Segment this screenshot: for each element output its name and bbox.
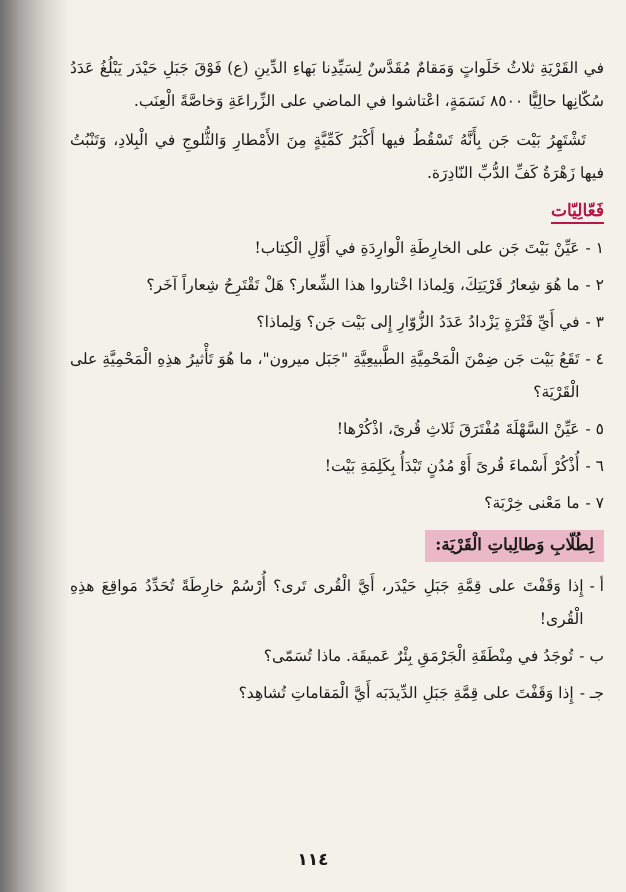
book-spine-shadow [0,0,70,892]
item-text: ما هُوَ شِعارُ قَرْيَتِكَ، وَلِماذا اخْتاروا هذا الشِّعار؟ هَلْ تَقْتَرِحُ شِعاراً آخَر؟ [146,276,580,294]
list-item [70,413,604,446]
item-number: ٦ - [585,457,604,475]
item-letter: أ - [589,577,604,595]
list-item [70,640,604,673]
description-paragraph: تَشْتَهِرُ بَيْت جَن بِأَنَّهُ تَسْقُطُ فيها أَكْبَرُ كَمِّيَّةٍ مِنَ الأَمْطارِ وَالثُّلوجِ في الْبِلادِ، وَتَنْبُتُ فيها زَهْرَةُ كَفِّ الدُّبِّ النّادِرَة. [70,131,604,182]
page-content [70,52,604,862]
item-number: ٢ - [585,276,604,294]
item-text: إِذا وَقَفْتَ على قِمَّةِ جَبَلِ الدِّيدَبَه أَيَّ الْمَقاماتِ تُشاهِد؟ [238,684,574,702]
students-heading: لِطُلّابِ وَطالِباتِ الْقَرْيَة: [425,530,604,562]
item-text: ما مَعْنى خِرْبَة؟ [484,494,580,512]
item-letter: ب - [579,647,604,665]
students-list [70,570,604,710]
item-text: تُوجَدُ في مِنْطَقَةِ الْجَرْمَقِ بِئْرٌ عَميقَة. ماذا تُسَمّى؟ [263,647,574,665]
item-number: ٣ - [585,313,604,331]
item-text: تَقَعُ بَيْت جَن ضِمْنَ الْمَحْمِيَّةِ الطَّبيعِيَّةِ "جَبَل ميرون"، ما هُوَ تَأْثيرُ هذِهِ الْمَحْمِيَّةِ على الْقَرْيَة؟ [70,350,580,401]
list-item [70,487,604,520]
item-number: ١ - [585,239,604,257]
item-text: أُذْكُرْ أَسْماءَ قُرىً أَوْ مُدُنٍ تَبْدَأُ بِكَلِمَةِ بَيْت! [324,457,580,475]
page-number: ١١٤ [297,850,329,870]
item-text: عَيِّنْ بَيْتَ جَن على الخارِطَةِ الْوارِدَةِ في أَوَّلِ الْكِتاب! [254,239,580,257]
item-number: ٤ - [585,350,604,368]
list-item [70,306,604,339]
list-item [70,343,604,409]
list-item [70,677,604,710]
item-text: عَيِّنْ السَّهْلَةَ مُفْتَرَقَ ثَلاثِ قُرىً، اذْكُرْها! [336,420,580,438]
item-text: في أَيِّ فَتْرَةٍ يَزْدادُ عَدَدُ الزُّوّارِ إِلى بَيْت جَن؟ وَلِماذا؟ [256,313,580,331]
list-item [70,570,604,636]
list-item [70,450,604,483]
list-item [70,232,604,265]
intro-paragraph: في القَرْيَةِ ثلاثُ خَلَواتٍ وَمَقامٌ مُقَدَّسٌ لِسَيِّدِنا بَهاءِ الدِّينِ (ع) فَوْقَ جَبَلِ حَيْدَر يَبْلُغُ عَدَدُ سُكّانِها حالِيًّا ٨٥٠٠ نَسَمَةٍ، اعْتاشوا في الماضي على الزِّراعَةِ وَخاصَّةً الْعِنَب. [70,59,604,110]
activities-heading [70,196,604,226]
item-letter: جـ - [579,684,604,702]
activities-list [70,232,604,520]
activities-heading-text: فَعّالِيّات [551,201,604,224]
item-text: إِذا وَقَفْتَ على قِمَّةِ جَبَلِ حَيْدَر، أَيَّ الْقُرى تَرى؟ أُرْسُمْ خارِطَةً تُحَدِّدُ مَواقِعَ هذِهِ الْقُرى! [70,577,584,628]
item-number: ٧ - [585,494,604,512]
item-number: ٥ - [585,420,604,438]
list-item [70,269,604,302]
